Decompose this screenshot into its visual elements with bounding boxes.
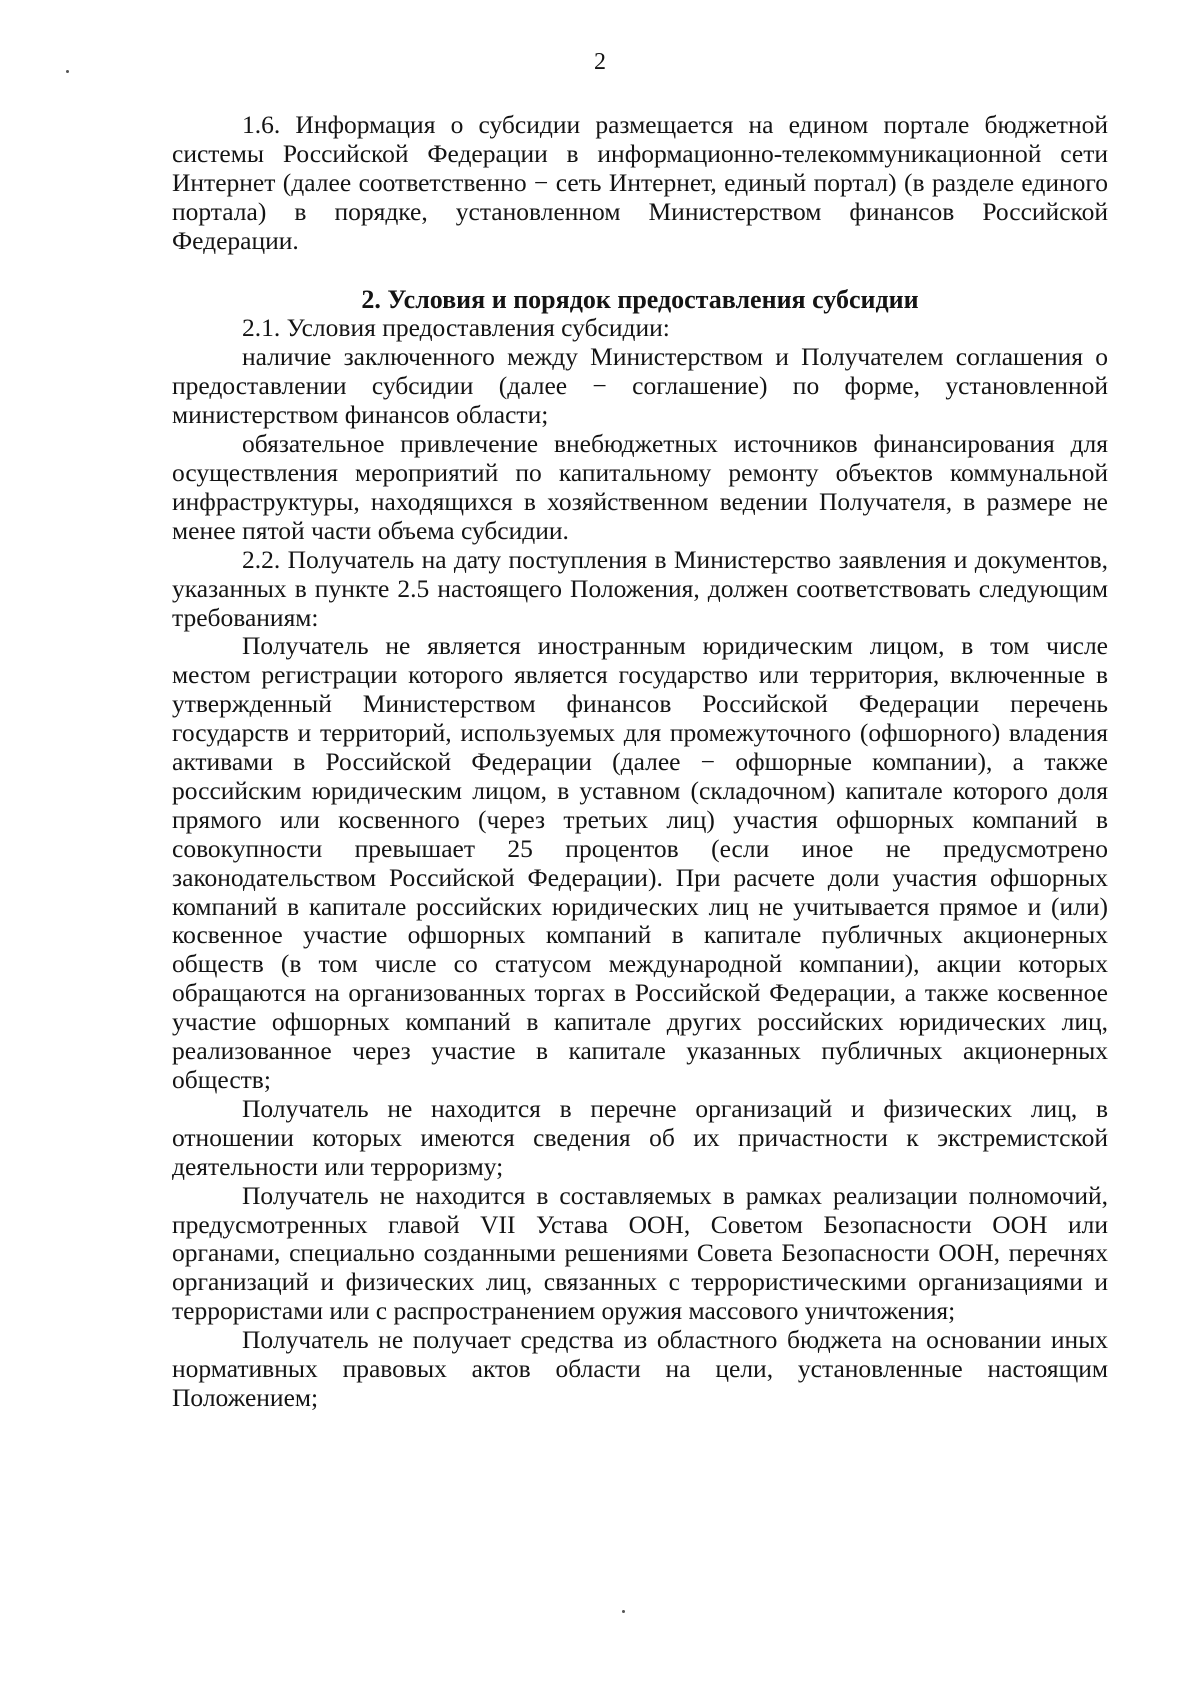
paragraph-1-6: 1.6. Информация о субсидии размещается на едином портале бюджетной системы Российской Федерации в информационно-телекоммуникационной сети Интернет (далее соответственно − сеть Интернет, единый портал) (в разделе единого портала) в порядке, установленном Министерством финансов Российской Федерации. — [172, 110, 1108, 255]
paragraph-agreement-condition: наличие заключенного между Министерством и Получателем соглашения о предоставлении субсидии (далее − соглашение) по форме, установленной министерством финансов области; — [172, 342, 1108, 430]
paragraph-extra-budget-condition: обязательное привлечение внебюджетных источников финансирования для осуществления мероприятий по капитальному ремонту объектов коммунальной инфраструктуры, находящихся в хозяйственном ведении Получателя, в размере не менее пятой части объема субсидии. — [172, 429, 1108, 545]
paragraph-un-sanctions-requirement: Получатель не находится в составляемых в рамках реализации полномочий, предусмотренных главой VII Устава ООН, Советом Безопасности ООН или органами, специально созданными решениями Совета Безопасности ООН, перечнях организаций и физических лиц, связанных с террористическими организациями и террористами или с распространением оружия массового уничтожения; — [172, 1180, 1108, 1326]
page-number: 2 — [594, 49, 606, 75]
paragraph-2-2: 2.2. Получатель на дату поступления в Министерство заявления и документов, указанных в пункте 2.5 настоящего Положения, должен соответствовать следующим требованиям: — [172, 544, 1108, 632]
document-body — [172, 111, 1108, 1413]
scan-speck — [622, 1610, 625, 1613]
scan-speck — [66, 70, 69, 73]
paragraph-no-other-funds-requirement: Получатель не получает средства из областного бюджета на основании иных нормативных правовых актов области на цели, установленные настоящим Положением; — [172, 1325, 1108, 1412]
paragraph-2-1: 2.1. Условия предоставления субсидии: — [242, 313, 670, 343]
section-heading: 2. Условия и порядок предоставления субсидии — [361, 284, 919, 314]
paragraph-extremism-requirement: Получатель не находится в перечне организаций и физических лиц, в отношении которых имеются сведения об их причастности к экстремистской деятельности или терроризму; — [172, 1093, 1108, 1181]
paragraph-offshore-requirement: Получатель не является иностранным юридическим лицом, в том числе местом регистрации которого является государство или территория, включенные в утвержденный Министерством финансов Российской Федерации перечень государств и территорий, используемых для промежуточного (офшорного) владения активами в Российской Федерации (далее − офшорные компании), а также российским юридическим лицом, в уставном (складочном) капитале которого доля прямого или косвенного (через третьих лиц) участия офшорных компаний в совокупности превышает 25 процентов (если иное не предусмотрено законодательством Российской Федерации). При расчете доли участия офшорных компаний в капитале российских юридических лиц не учитывается прямое и (или) косвенное участие офшорных компаний в капитале публичных акционерных обществ (в том числе со статусом международной компании), акции которых обращаются на организованных торгах в Российской Федерации, а также косвенное участие офшорных компаний в капитале других российских юридических лиц, реализованное через участие в капитале указанных публичных акционерных обществ; — [172, 631, 1108, 1094]
